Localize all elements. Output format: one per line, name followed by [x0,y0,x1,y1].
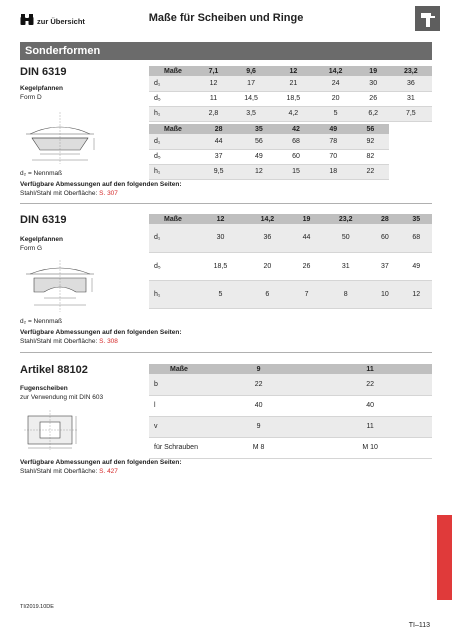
header-size: 23,2 [322,214,369,224]
table-cell: 21 [272,76,314,91]
din2-availability [20,329,182,346]
art-drawing [22,408,82,452]
header-size: 14,2 [314,66,356,76]
table-cell: 31 [390,91,432,106]
table-cell: 60 [277,149,314,164]
table-cell: 5 [314,106,356,121]
table-cell: 37 [369,252,400,280]
table-row [149,374,432,395]
header-size: 56 [352,124,389,134]
header-size: 23,2 [390,66,432,76]
din2-avail-title: Verfügbare Abmessungen auf den folgenden Seiten: [20,329,182,336]
header-size: 11 [308,364,432,374]
table-cell: 10 [369,280,400,308]
table-cell: 44 [197,134,240,149]
table-cell: 12 [240,164,277,179]
header-size: 14,2 [244,214,291,224]
table-cell: 37 [197,149,240,164]
header-size: 42 [277,124,314,134]
table-cell: 8 [322,280,369,308]
table-cell: 68 [401,224,432,252]
din2-title: DIN 6319 [20,214,67,226]
art-sub1: Fugenscheiben [20,385,68,392]
table-cell: 20 [244,252,291,280]
table-cell: 12 [197,76,230,91]
table-cell: 31 [322,252,369,280]
art-availability [20,459,182,476]
table-cell: 56 [240,134,277,149]
row-label: d₁ [149,224,197,252]
din2-sub2: Form G [20,244,43,252]
table-cell: 7,5 [390,106,432,121]
header-size: 9,6 [230,66,272,76]
table-cell: 78 [315,134,352,149]
row-label: v [149,416,209,437]
table-cell: 36 [390,76,432,91]
table-cell: 60 [369,224,400,252]
din1-avail-title: Verfügbare Abmessungen auf den folgenden Seiten: [20,181,182,188]
page-number: TI–113 [408,622,430,629]
table-cell: 5 [197,280,244,308]
table-cell: M 10 [308,437,432,458]
table-cell: 18 [315,164,352,179]
table-cell: 9 [209,416,308,437]
table-row [149,224,432,252]
din1-avail-text: Stahl/Stahl mit Oberfläche: [20,189,100,197]
footer-code: TI/2019.10DE [20,604,54,610]
table-cell: 9,5 [197,164,240,179]
row-label: h₁ [149,164,197,179]
header-size: 12 [272,66,314,76]
table-cell: 92 [352,134,389,149]
row-label: d₅ [149,91,197,106]
row-label: d₁ [149,134,197,149]
table-cell: 14,5 [230,91,272,106]
art-page-link[interactable]: S. 427 [99,467,118,475]
table-cell: 22 [352,164,389,179]
table-cell: 11 [197,91,230,106]
header-size: 28 [369,214,400,224]
table-cell: 44 [291,224,322,252]
header-size: 12 [197,214,244,224]
table-cell: 50 [322,224,369,252]
header-size: 19 [357,66,390,76]
din1-availability [20,181,182,198]
row-label: h₁ [149,280,197,308]
header-label: Maße [149,66,197,76]
table-cell: 24 [314,76,356,91]
table-cell: 18,5 [197,252,244,280]
row-label: l [149,395,209,416]
din1-subtitle [20,85,63,102]
row-label: h₁ [149,106,197,121]
table-cell: 82 [352,149,389,164]
din1-sub1: Kegelpfannen [20,85,63,92]
table-cell: 3,5 [230,106,272,121]
table-cell: 36 [244,224,291,252]
table-cell: 11 [308,416,432,437]
din1-page-link[interactable]: S. 307 [99,189,118,197]
row-label: b [149,374,209,395]
table-cell: 40 [209,395,308,416]
art-avail-text: Stahl/Stahl mit Oberfläche: [20,467,100,475]
table-cell: 26 [357,91,390,106]
row-label: d₅ [149,149,197,164]
din2-avail-text: Stahl/Stahl mit Oberfläche: [20,337,100,345]
table-cell: 7 [291,280,322,308]
table-cell: 49 [240,149,277,164]
table-cell: 22 [308,374,432,395]
art-subtitle [20,385,103,402]
header-label: Maße [149,124,197,134]
table-cell: 20 [314,91,356,106]
din2-nennmass: d₂ = Nennmaß [20,318,63,325]
divider [20,352,432,353]
chapter-tab [437,515,452,600]
table-cell: 6,2 [357,106,390,121]
divider [20,203,432,204]
header-size: 19 [291,214,322,224]
table-row [149,164,389,179]
table-row [149,76,432,91]
table-row [149,91,432,106]
din1-nennmass: d₂ = Nennmaß [20,170,63,177]
table-cell: 15 [277,164,314,179]
row-label: für Schrauben [149,437,209,458]
page-title: Maße für Scheiben und Ringe [148,12,304,24]
art-sub2: zur Verwendung mit DIN 603 [20,393,104,401]
art-title: Artikel 88102 [20,364,88,376]
table-row [149,149,389,164]
header-size: 35 [401,214,432,224]
header-size: 9 [209,364,308,374]
art-avail-title: Verfügbare Abmessungen auf den folgenden Seiten: [20,459,182,466]
din1-drawing [20,108,100,166]
table-cell: 12 [401,280,432,308]
din1-sub2: Form D [20,93,42,101]
table-cell: 22 [209,374,308,395]
table-row [149,416,432,437]
row-label: d₁ [149,76,197,91]
table-row [149,437,432,458]
table-cell: 40 [308,395,432,416]
header-size: 7,1 [197,66,230,76]
table-cell: 68 [277,134,314,149]
din2-sub1: Kegelpfannen [20,236,63,243]
table-cell: 17 [230,76,272,91]
header-label: Maße [149,364,209,374]
din2-table [149,214,432,309]
header-label: Maße [149,214,197,224]
table-cell: 26 [291,252,322,280]
din2-page-link[interactable]: S. 308 [99,337,118,345]
header-size: 49 [315,124,352,134]
table-row [149,106,432,121]
table-cell: 30 [197,224,244,252]
table-cell: 70 [315,149,352,164]
din1-table-1 [149,66,432,122]
table-row [149,134,389,149]
hammer-logo-icon [419,10,437,28]
din1-title: DIN 6319 [20,66,67,78]
header-size: 28 [197,124,240,134]
table-cell: 6 [244,280,291,308]
table-cell: 2,8 [197,106,230,121]
table-cell: 4,2 [272,106,314,121]
header-size: 35 [240,124,277,134]
table-cell: 30 [357,76,390,91]
table-row [149,395,432,416]
din1-table-2 [149,124,389,180]
din2-drawing [20,258,100,314]
row-label: d₅ [149,252,197,280]
brand-logo [415,6,440,31]
table-cell: 49 [401,252,432,280]
table-row [149,280,432,308]
table-row [149,252,432,280]
table-cell: 18,5 [272,91,314,106]
din2-subtitle [20,236,63,253]
overview-label: zur Übersicht [37,17,85,26]
table-cell: M 8 [209,437,308,458]
section-title: Sonderformen [20,42,432,60]
art-table [149,364,432,459]
